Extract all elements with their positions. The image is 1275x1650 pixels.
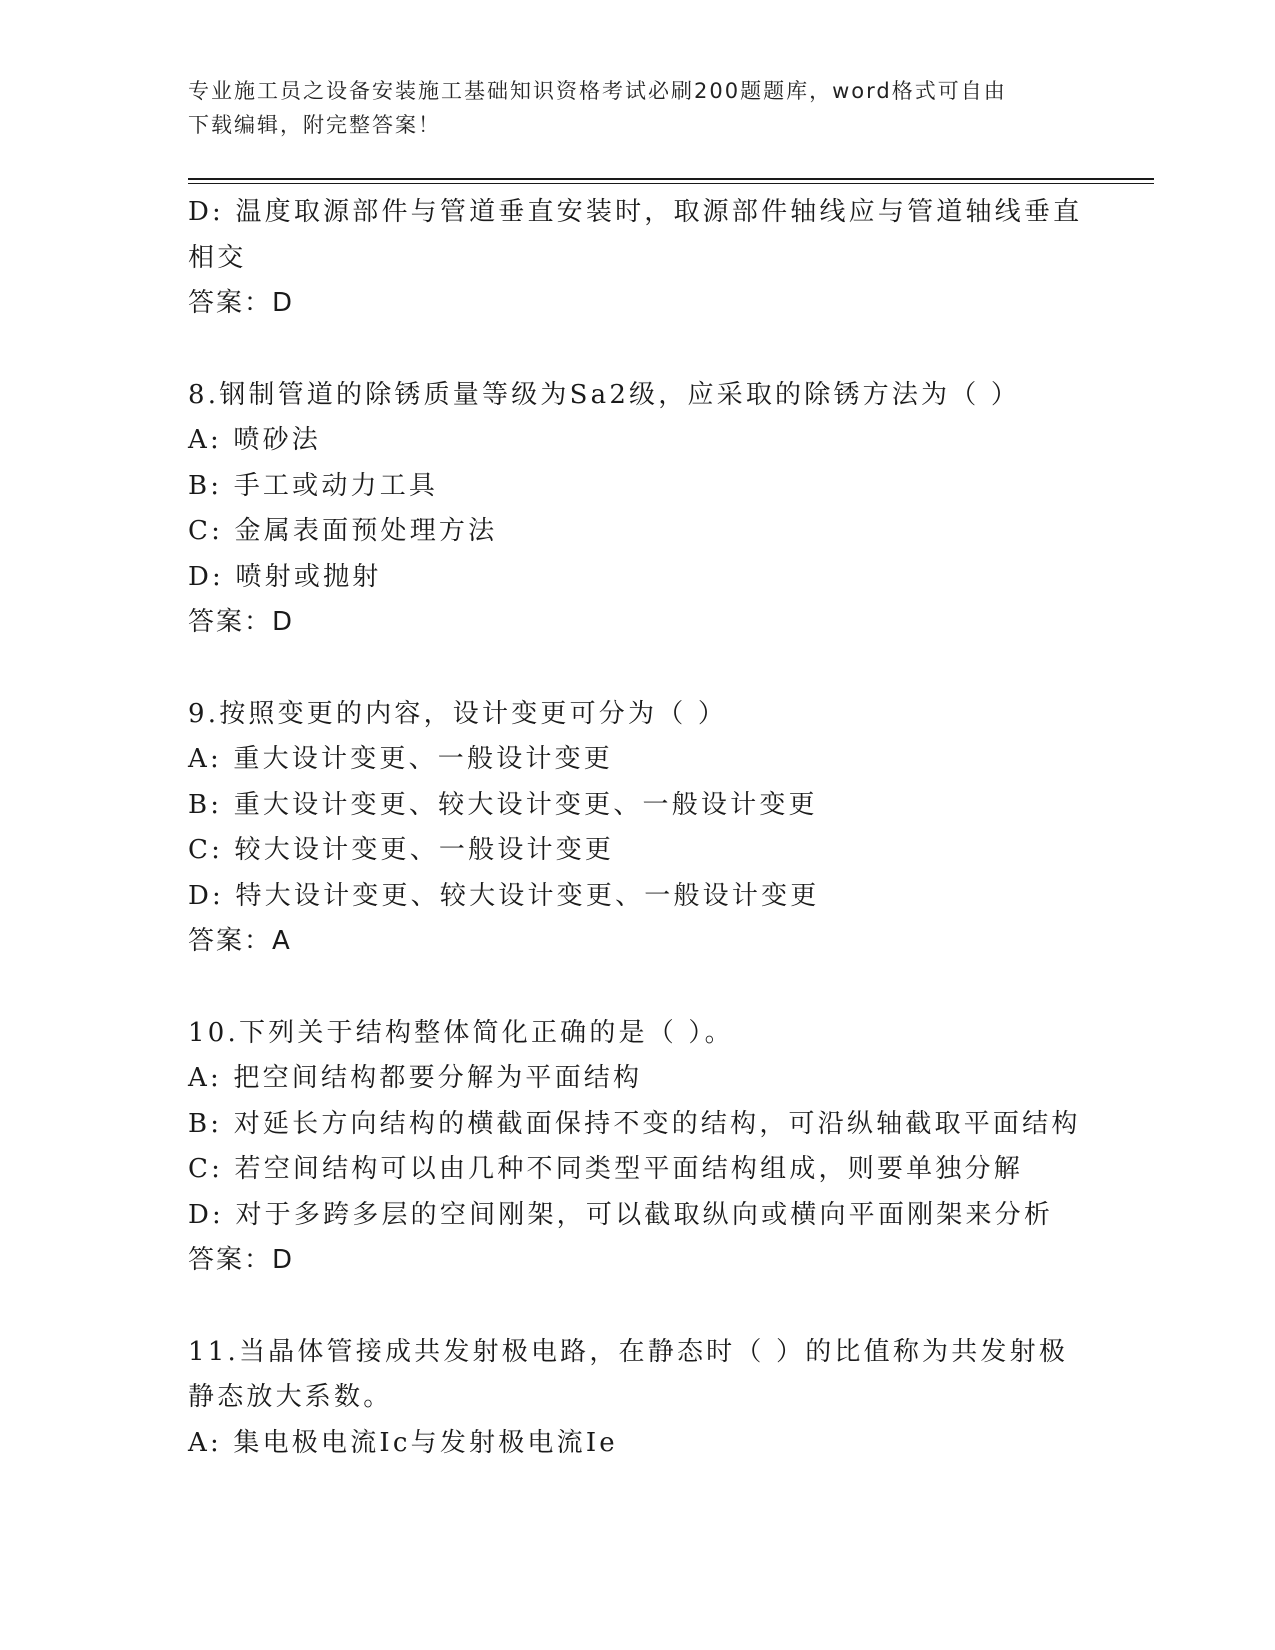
question-stem: 11.当晶体管接成共发射极电路，在静态时（ ）的比值称为共发射极	[188, 1336, 1069, 1367]
question-stem: 10.下列关于结构整体简化正确的是（ ）。	[188, 1017, 734, 1048]
question-stem: 8.钢制管道的除锈质量等级为Sa2级，应采取的除锈方法为（ ）	[188, 379, 1021, 410]
option-b: B: 手工或动力工具	[188, 470, 439, 501]
header-line-2: 下载编辑，附完整答案！	[188, 113, 441, 137]
header-divider-thick	[188, 178, 1154, 180]
option-c: C: 较大设计变更、一般设计变更	[188, 835, 615, 865]
question-stem: 9.按照变更的内容，设计变更可分为（ ）	[188, 698, 728, 729]
question-11	[188, 1330, 1088, 1467]
answer: 答案：A	[188, 926, 292, 956]
header-line-1: 专业施工员之设备安装施工基础知识资格考试必刷200题题库，word格式可自由	[188, 79, 1007, 103]
option-d: D: 温度取源部件与管道垂直安装时，取源部件轴线应与管道轴线垂直	[188, 197, 1083, 227]
answer: 答案：D	[188, 1245, 295, 1275]
answer: 答案：D	[188, 607, 295, 637]
option-a: A: 集电极电流Ic与发射极电流Ie	[188, 1427, 618, 1458]
question-stem-continued: 静态放大系数。	[188, 1382, 393, 1412]
document-header	[188, 74, 1068, 142]
question-8	[188, 373, 1088, 646]
option-d: D: 对于多跨多层的空间刚架，可以截取纵向或横向平面刚架来分析	[188, 1199, 1054, 1230]
option-a: A: 重大设计变更、一般设计变更	[188, 744, 614, 774]
option-d: D: 喷射或抛射	[188, 561, 382, 592]
option-d: D: 特大设计变更、较大设计变更、一般设计变更	[188, 880, 820, 911]
option-c: C: 若空间结构可以由几种不同类型平面结构组成，则要单独分解	[188, 1154, 1023, 1184]
question-content	[188, 190, 1088, 1466]
question-9	[188, 692, 1088, 965]
header-divider-thin	[188, 183, 1154, 184]
option-a: A: 把空间结构都要分解为平面结构	[188, 1063, 643, 1093]
option-c: C: 金属表面预处理方法	[188, 516, 498, 546]
option-b: B: 对延长方向结构的横截面保持不变的结构，可沿纵轴截取平面结构	[188, 1108, 1081, 1139]
option-b: B: 重大设计变更、较大设计变更、一般设计变更	[188, 789, 818, 820]
option-a: A: 喷砂法	[188, 425, 322, 455]
answer: 答案：D	[188, 288, 295, 318]
option-d-continued: 相交	[188, 242, 247, 273]
question-10	[188, 1011, 1088, 1284]
question-7-continuation	[188, 190, 1088, 327]
